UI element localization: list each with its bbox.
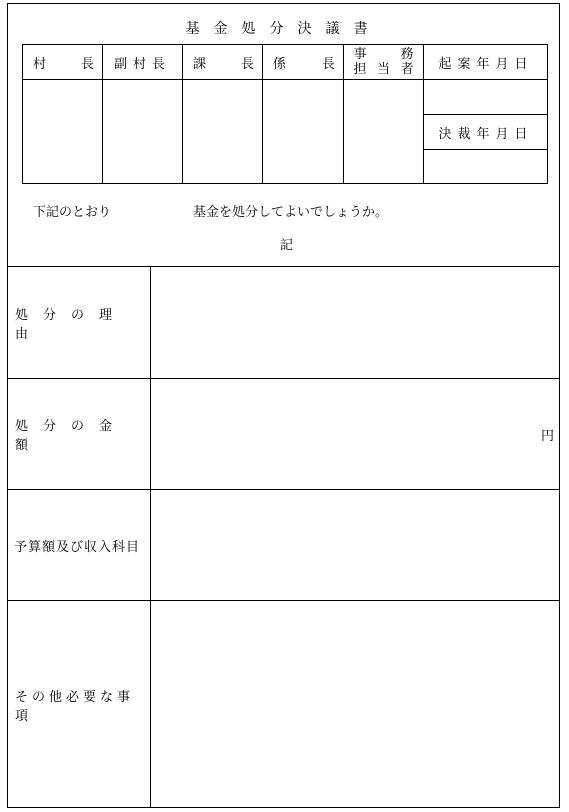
approval-column-officer bbox=[344, 45, 424, 183]
amount-yen-unit: 円 bbox=[540, 428, 554, 444]
approval-header: 副村長 bbox=[103, 45, 182, 80]
officer-line-1: 事 務 bbox=[353, 47, 414, 62]
section-budget bbox=[7, 489, 560, 600]
approval-stamp-table bbox=[22, 44, 548, 184]
approval-header-left: 係 bbox=[273, 56, 287, 72]
section-value bbox=[151, 490, 560, 600]
drafted-date-field bbox=[424, 80, 548, 115]
section-label: その他必要な事項 bbox=[7, 601, 151, 808]
section-label: 処分の理由 bbox=[7, 267, 151, 378]
section-label: 予算額及び収入科目 bbox=[7, 490, 151, 600]
section-value bbox=[151, 267, 560, 378]
section-other bbox=[7, 600, 560, 808]
drafted-date-label: 起案年月日 bbox=[424, 45, 548, 80]
officer-line-2: 担当者 bbox=[353, 62, 414, 77]
intro-text-left: 下記のとおり bbox=[33, 205, 112, 220]
ki-mark: 記 bbox=[280, 238, 294, 253]
approval-header-left: 村 bbox=[33, 56, 47, 72]
approval-header bbox=[23, 45, 102, 80]
approval-header bbox=[263, 45, 343, 80]
approval-header-right: 長 bbox=[80, 56, 94, 72]
section-label: 処分の金額 bbox=[7, 379, 151, 489]
approval-header-right: 長 bbox=[240, 56, 254, 72]
section-value bbox=[151, 601, 560, 808]
disposal-form bbox=[7, 3, 560, 808]
intro-text-right: 基金を処分してよいでしょうか。 bbox=[193, 205, 389, 220]
form-title: 基金処分決議書 bbox=[185, 21, 382, 37]
approval-header bbox=[183, 45, 262, 80]
section-amount bbox=[7, 378, 560, 489]
section-reason bbox=[7, 266, 560, 378]
approval-header bbox=[344, 45, 423, 80]
approval-header-right: 長 bbox=[321, 56, 335, 72]
date-column bbox=[424, 45, 548, 183]
approval-column-unit-chief bbox=[263, 45, 344, 183]
decided-date-label: 決裁年月日 bbox=[424, 115, 548, 150]
approval-column-deputy-chief bbox=[103, 45, 183, 183]
approval-column-section-chief bbox=[183, 45, 263, 183]
approval-header-left: 課 bbox=[193, 56, 207, 72]
decided-date-field bbox=[424, 150, 548, 184]
approval-column-village-chief bbox=[23, 45, 103, 183]
